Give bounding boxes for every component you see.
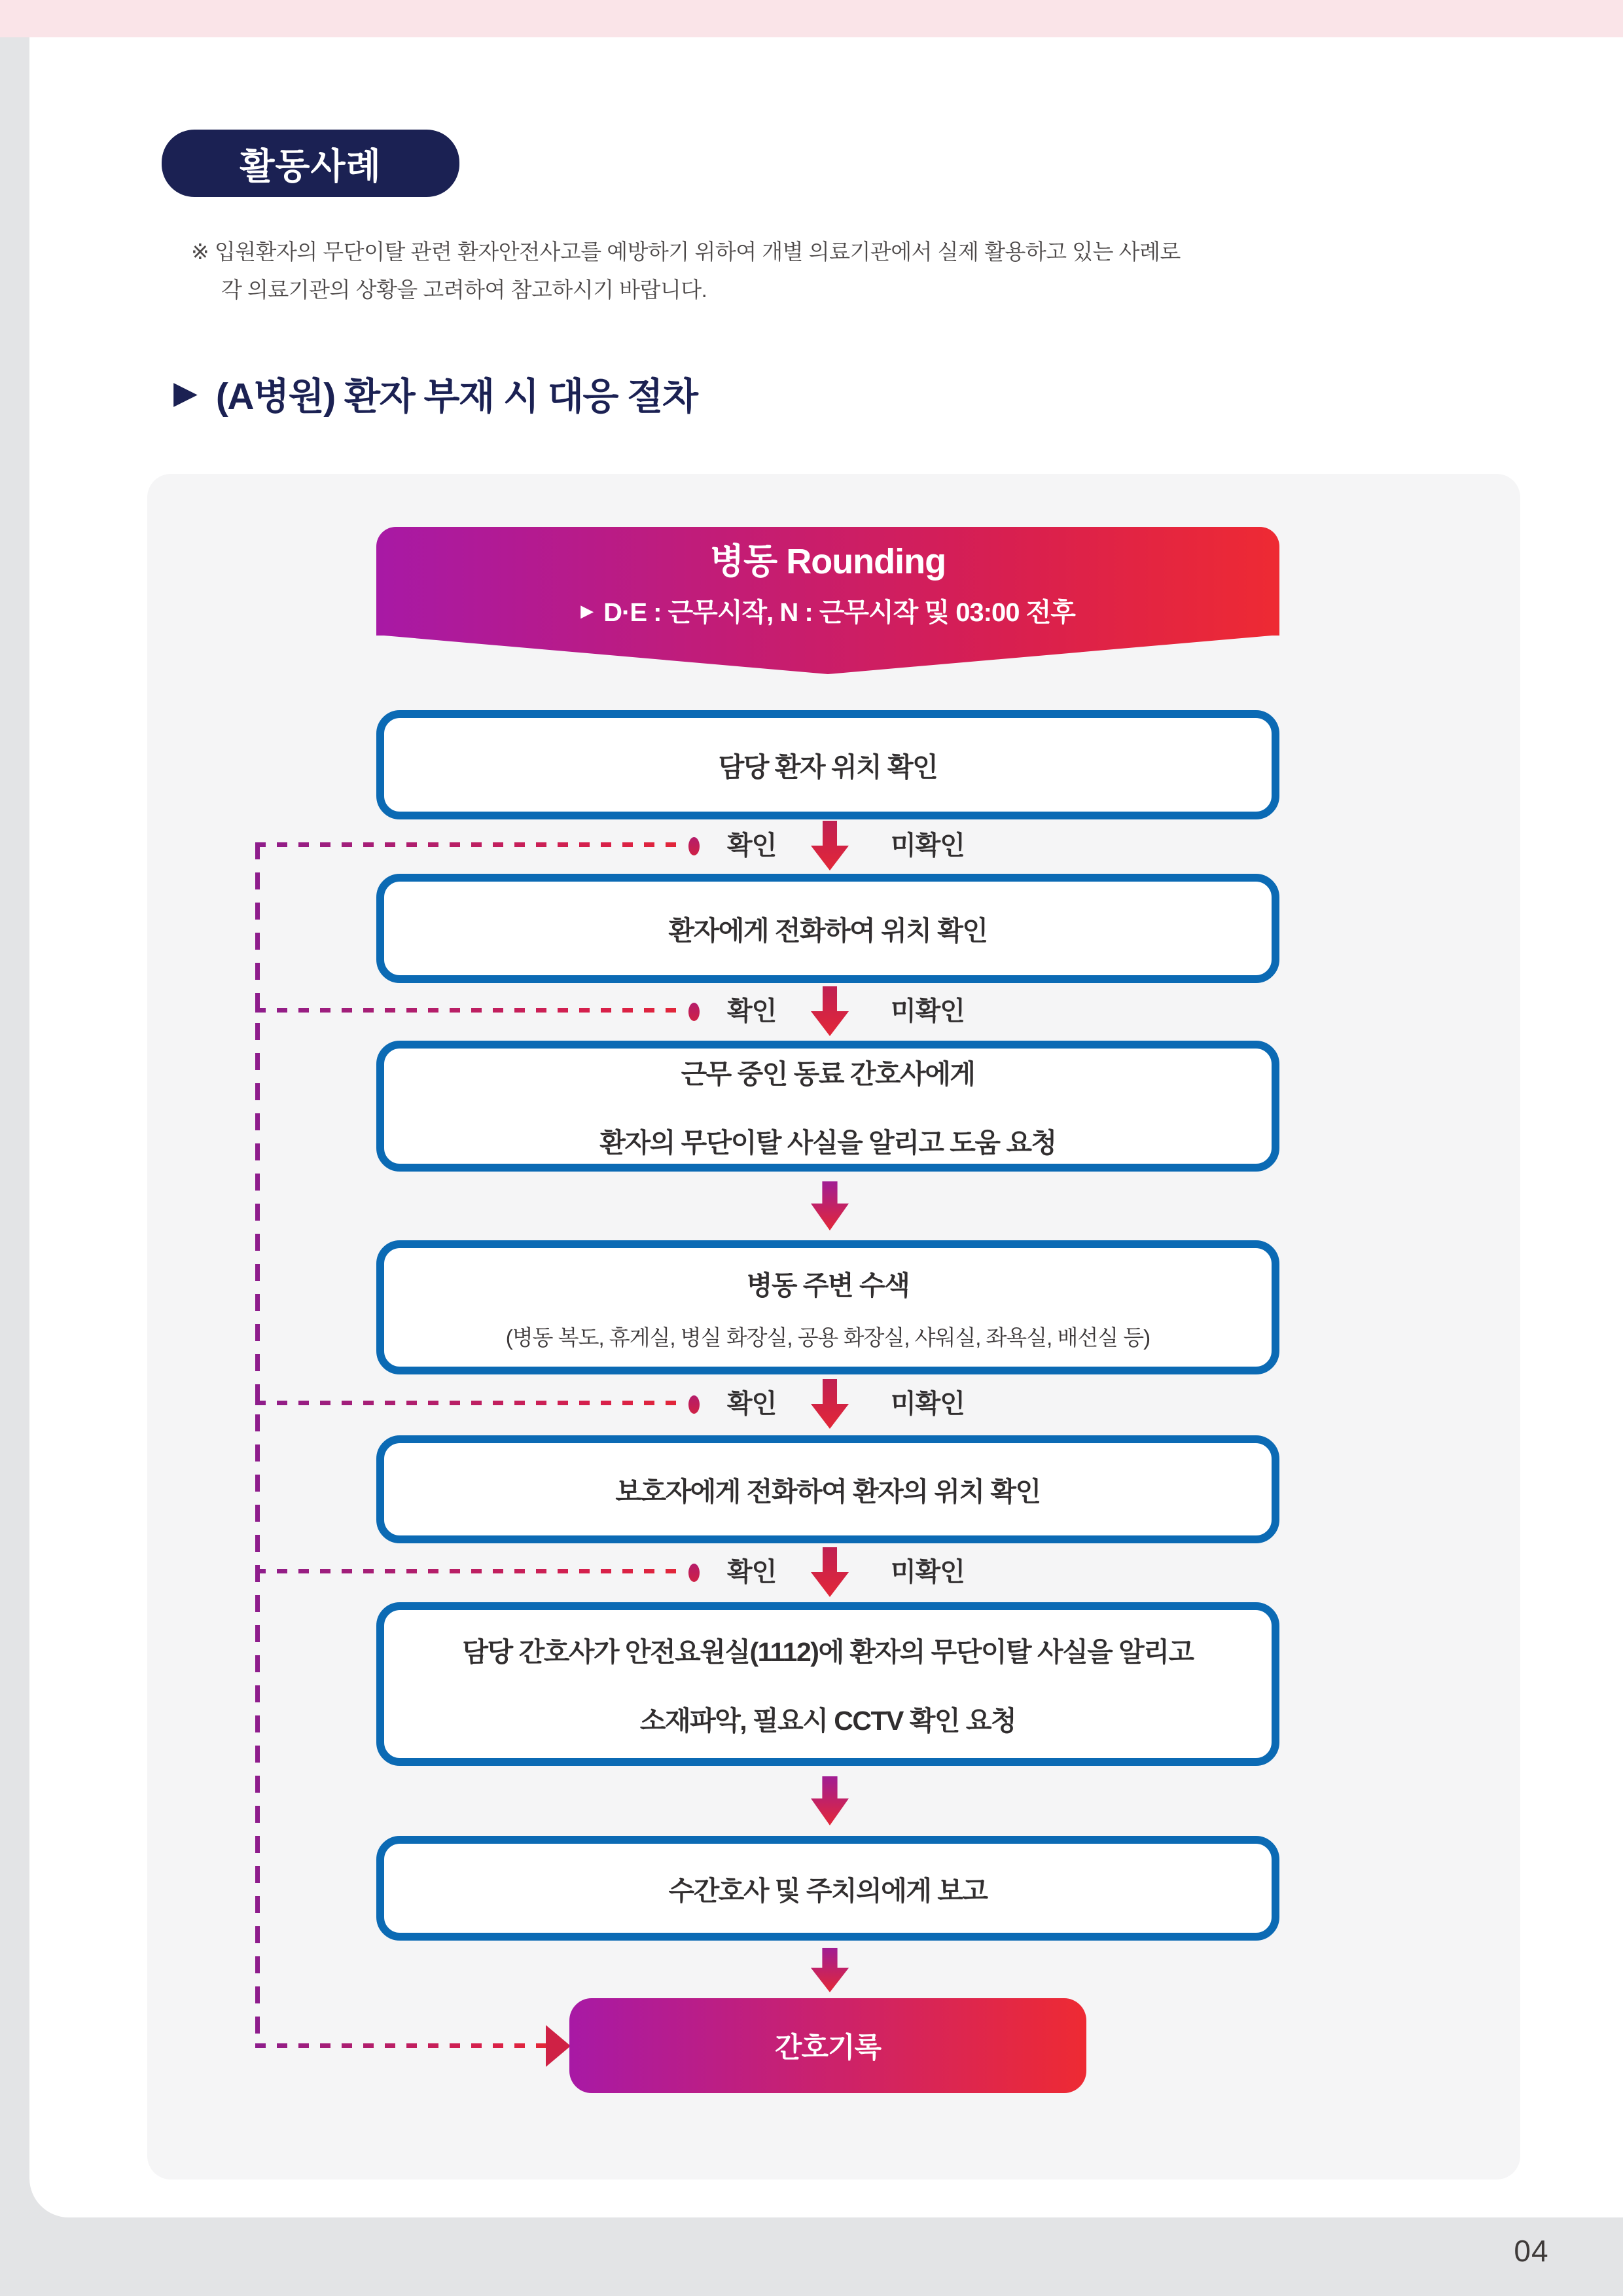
down-arrow-icon (811, 986, 849, 1036)
dashed-confirm-line (255, 842, 687, 847)
flow-box-text-line-2: 소재파악, 필요시 CCTV 확인 요청 (639, 1706, 1016, 1736)
page-title-text: (A병원) 환자 부재 시 대응 절차 (215, 376, 698, 418)
down-arrow-icon (811, 821, 849, 870)
flow-box-call-guardian (376, 1435, 1279, 1543)
connector-dot-icon (688, 1395, 700, 1414)
flow-box-text-line-1: 담당 간호사가 안전요원실(1112)에 환자의 무단이탈 사실을 알리고 (462, 1637, 1194, 1667)
flow-box-subtitle: (병동 복도, 휴게실, 병실 화장실, 공용 화장실, 샤워실, 좌욕실, 배선실 등) (505, 1325, 1150, 1350)
unconfirm-label: 미확인 (891, 831, 965, 860)
flow-box-notify-colleague-nurse (376, 1041, 1279, 1172)
down-arrow-icon (811, 1948, 849, 1992)
flow-box-text: 수간호사 및 주치의에게 보고 (668, 1875, 988, 1906)
section-badge-label: 활동사례 (240, 146, 382, 187)
flow-box-notify-security-office (376, 1602, 1279, 1766)
return-arrowhead-icon (546, 2025, 571, 2067)
flow-box-title: 병동 주변 수색 (746, 1270, 910, 1300)
down-arrow-icon (811, 1547, 849, 1597)
flow-box-search-ward (376, 1240, 1279, 1374)
flowchart-panel (147, 474, 1520, 2179)
connector-dot-icon (688, 1564, 700, 1582)
connector-dot-icon (688, 837, 700, 855)
confirm-label: 확인 (727, 1558, 777, 1587)
flow-box-report-head-nurse (376, 1836, 1279, 1941)
banner-subtitle-text: D·E : 근무시작, N : 근무시작 및 03:00 전후 (603, 598, 1075, 627)
banner-subtitle (580, 592, 1075, 629)
banner-pointer-icon (376, 635, 1279, 674)
branch-row (147, 977, 1520, 1043)
note-text (191, 233, 1181, 309)
dashed-confirm-line (255, 1569, 687, 1573)
triangle-bullet-icon: ▶ (173, 376, 198, 410)
flow-box-text: 담당 환자 위치 확인 (718, 752, 938, 782)
confirm-label: 확인 (727, 997, 777, 1026)
dashed-confirm-line (255, 1401, 687, 1405)
top-accent-band (0, 0, 1623, 37)
banner-title: 병동 Rounding (709, 542, 946, 581)
flow-box-text: 보호자에게 전화하여 환자의 위치 확인 (615, 1477, 1041, 1507)
unconfirm-label: 미확인 (891, 997, 965, 1026)
flow-box-text-line-1: 근무 중인 동료 간호사에게 (681, 1059, 975, 1089)
note-line-1: ※ 입원환자의 무단이탈 관련 환자안전사고를 예방하기 위하여 개별 의료기관에서 실제 활용하고 있는 사례로 (191, 240, 1181, 264)
flow-start-banner (376, 527, 1279, 636)
branch-row (147, 1538, 1520, 1604)
unconfirm-label: 미확인 (891, 1390, 965, 1418)
note-line-2: 각 의료기관의 상황을 고려하여 참고하시기 바랍니다. (221, 277, 707, 302)
flow-box-check-patient-location (376, 710, 1279, 819)
confirm-label: 확인 (727, 831, 777, 860)
down-arrow-icon (811, 1181, 849, 1230)
connector-dot-icon (688, 1003, 700, 1021)
unconfirm-label: 미확인 (891, 1558, 965, 1587)
flow-box-nursing-record (569, 1998, 1086, 2093)
dashed-return-line-horizontal (255, 2043, 546, 2048)
flow-box-text: 간호기록 (774, 2032, 882, 2064)
flow-box-text-line-2: 환자의 무단이탈 사실을 알리고 도움 요청 (599, 1128, 1056, 1158)
branch-row (147, 812, 1520, 877)
flow-box-text: 환자에게 전화하여 위치 확인 (668, 916, 988, 946)
flow-box-call-patient (376, 874, 1279, 983)
confirm-label: 확인 (727, 1390, 777, 1418)
section-badge (162, 130, 459, 197)
page-number: 04 (1514, 2234, 1549, 2268)
down-arrow-icon (811, 1776, 849, 1825)
branch-row (147, 1370, 1520, 1435)
dashed-confirm-line (255, 1008, 687, 1013)
triangle-bullet-icon: ▶ (580, 600, 594, 620)
down-arrow-icon (811, 1379, 849, 1429)
page-title (173, 367, 697, 420)
